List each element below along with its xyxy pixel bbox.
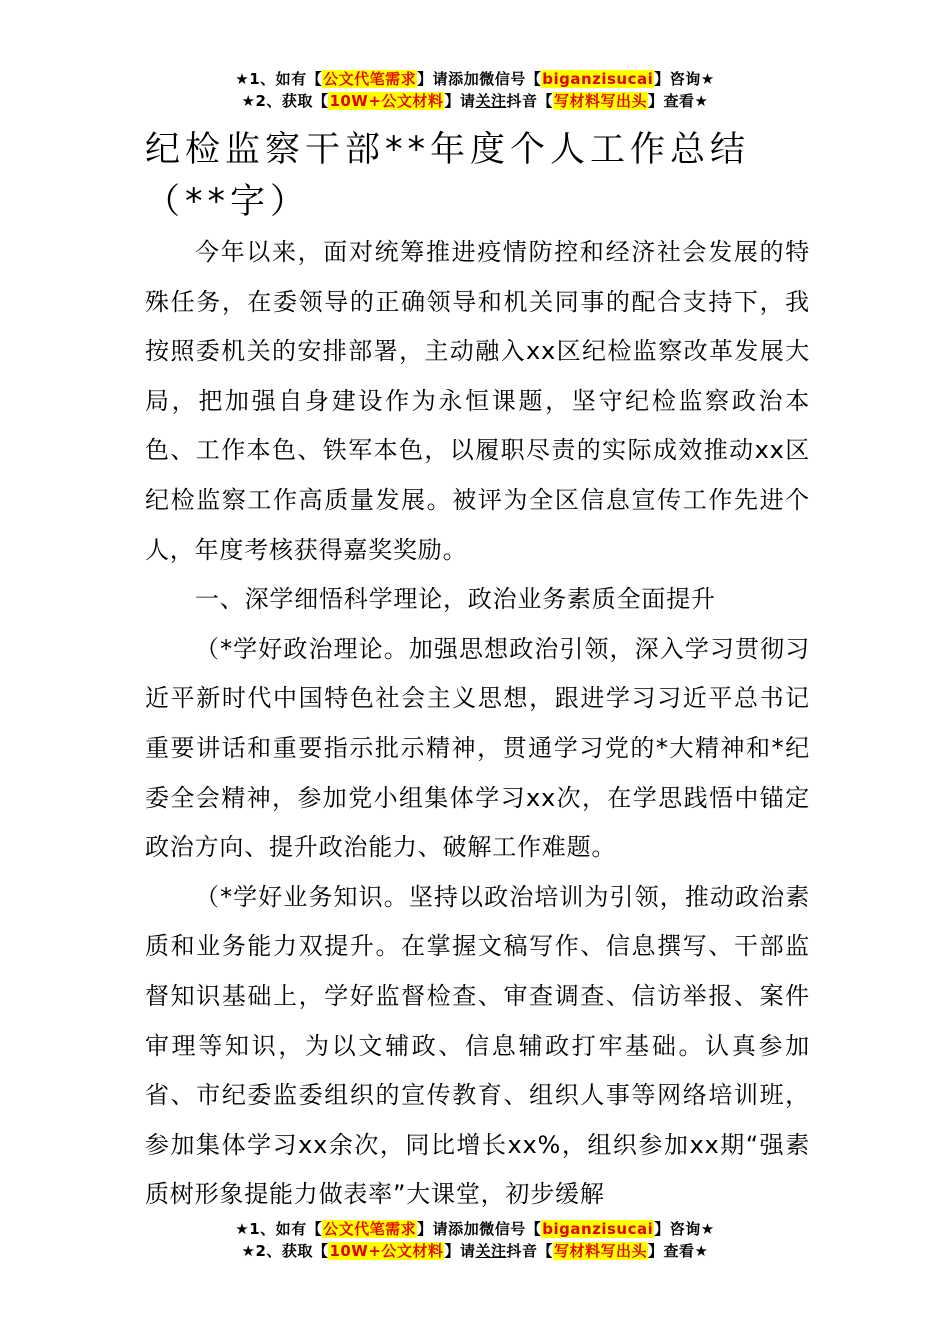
promo-text: 】咨询★ [654,70,715,88]
promo-text: ★2、获取【 [241,1242,329,1260]
promo-text: 】请 [444,92,476,110]
promo-text: 抖音【 [506,1242,553,1260]
promo-banner-top [0,68,950,112]
promo-line-1 [0,68,950,90]
section-heading-1: 一、深学细悟科学理论，政治业务素质全面提升 [195,585,716,614]
promo-text: 】请添 [417,1220,464,1238]
promo-line-2 [0,90,950,112]
promo-text: 微信号【 [479,70,542,88]
promo-text: 关注 [475,1242,507,1260]
promo-text: 抖音【 [506,92,553,110]
promo-text: 关注 [475,92,507,110]
promo-text: ★2、获取【 [241,92,329,110]
paragraph-political-theory: （*学好政治理论。加强思想政治引领，深入学习贯彻习近平新时代中国特色社会主义思想，跟进学习习近平总书记重要讲话和重要指示批示精神，贯通学习党的*大精神和*纪委全会精神，参加党小组集体学习xx次，在学思践悟中锚定政治方向、提升政治能力、破解工作难题。 [145,634,810,862]
promo-highlight: biganzisucai [542,70,654,88]
promo-text: ★1、如有【 [235,70,323,88]
promo-text: ★1、如有【 [235,1220,323,1238]
promo-text: 】请添 [417,70,464,88]
promo-highlight: 10W+公文材料 [329,1242,444,1260]
promo-highlight: 10W+公文材料 [329,92,444,110]
promo-text: 加 [463,70,480,88]
promo-text: 微信号【 [479,1220,542,1238]
promo-banner-bottom [0,1218,950,1262]
promo-highlight: 写材料写出头 [553,1242,647,1260]
paragraph-business-knowledge: （*学好业务知识。坚持以政治培训为引领，推动政治素质和业务能力双提升。在掌握文稿写作、信息撰写、干部监督知识基础上，学好监督检查、审查调查、信访举报、案件审理等知识，为以文辅政、信息辅政打牢基础。认真参加省、市纪委监委组织的宣传教育、组织人事等网络培训班，参加集体学习xx余次，同比增长xx%，组织参加xx期“强素质树形象提能力做表率”大课堂，初步缓解 [145,882,810,1209]
promo-highlight: 公文代笔需求 [323,70,417,88]
promo-text: 】查看★ [648,1242,709,1260]
promo-line-2 [0,1240,950,1262]
promo-line-1 [0,1218,950,1240]
promo-highlight: 写材料写出头 [553,92,647,110]
promo-text: 】查看★ [648,92,709,110]
promo-text: 加 [463,1220,480,1238]
promo-highlight: biganzisucai [542,1220,654,1238]
document-title: 纪检监察干部**年度个人工作总结（**字） [145,130,751,222]
promo-text: 】请 [444,1242,476,1260]
paragraph-intro: 今年以来，面对统筹推进疫情防控和经济社会发展的特殊任务，在委领导的正确领导和机关同事的配合支持下，我按照委机关的安排部署，主动融入xx区纪检监察改革发展大局，把加强自身建设作为永恒课题，坚守纪检监察政治本色、工作本色、铁军本色，以履职尽责的实际成效推动xx区纪检监察工作高质量发展。被评为全区信息宣传工作先进个人，年度考核获得嘉奖奖励。 [145,238,810,564]
promo-text: 】咨询★ [654,1220,715,1238]
document-body [145,124,810,1220]
promo-highlight: 公文代笔需求 [323,1220,417,1238]
